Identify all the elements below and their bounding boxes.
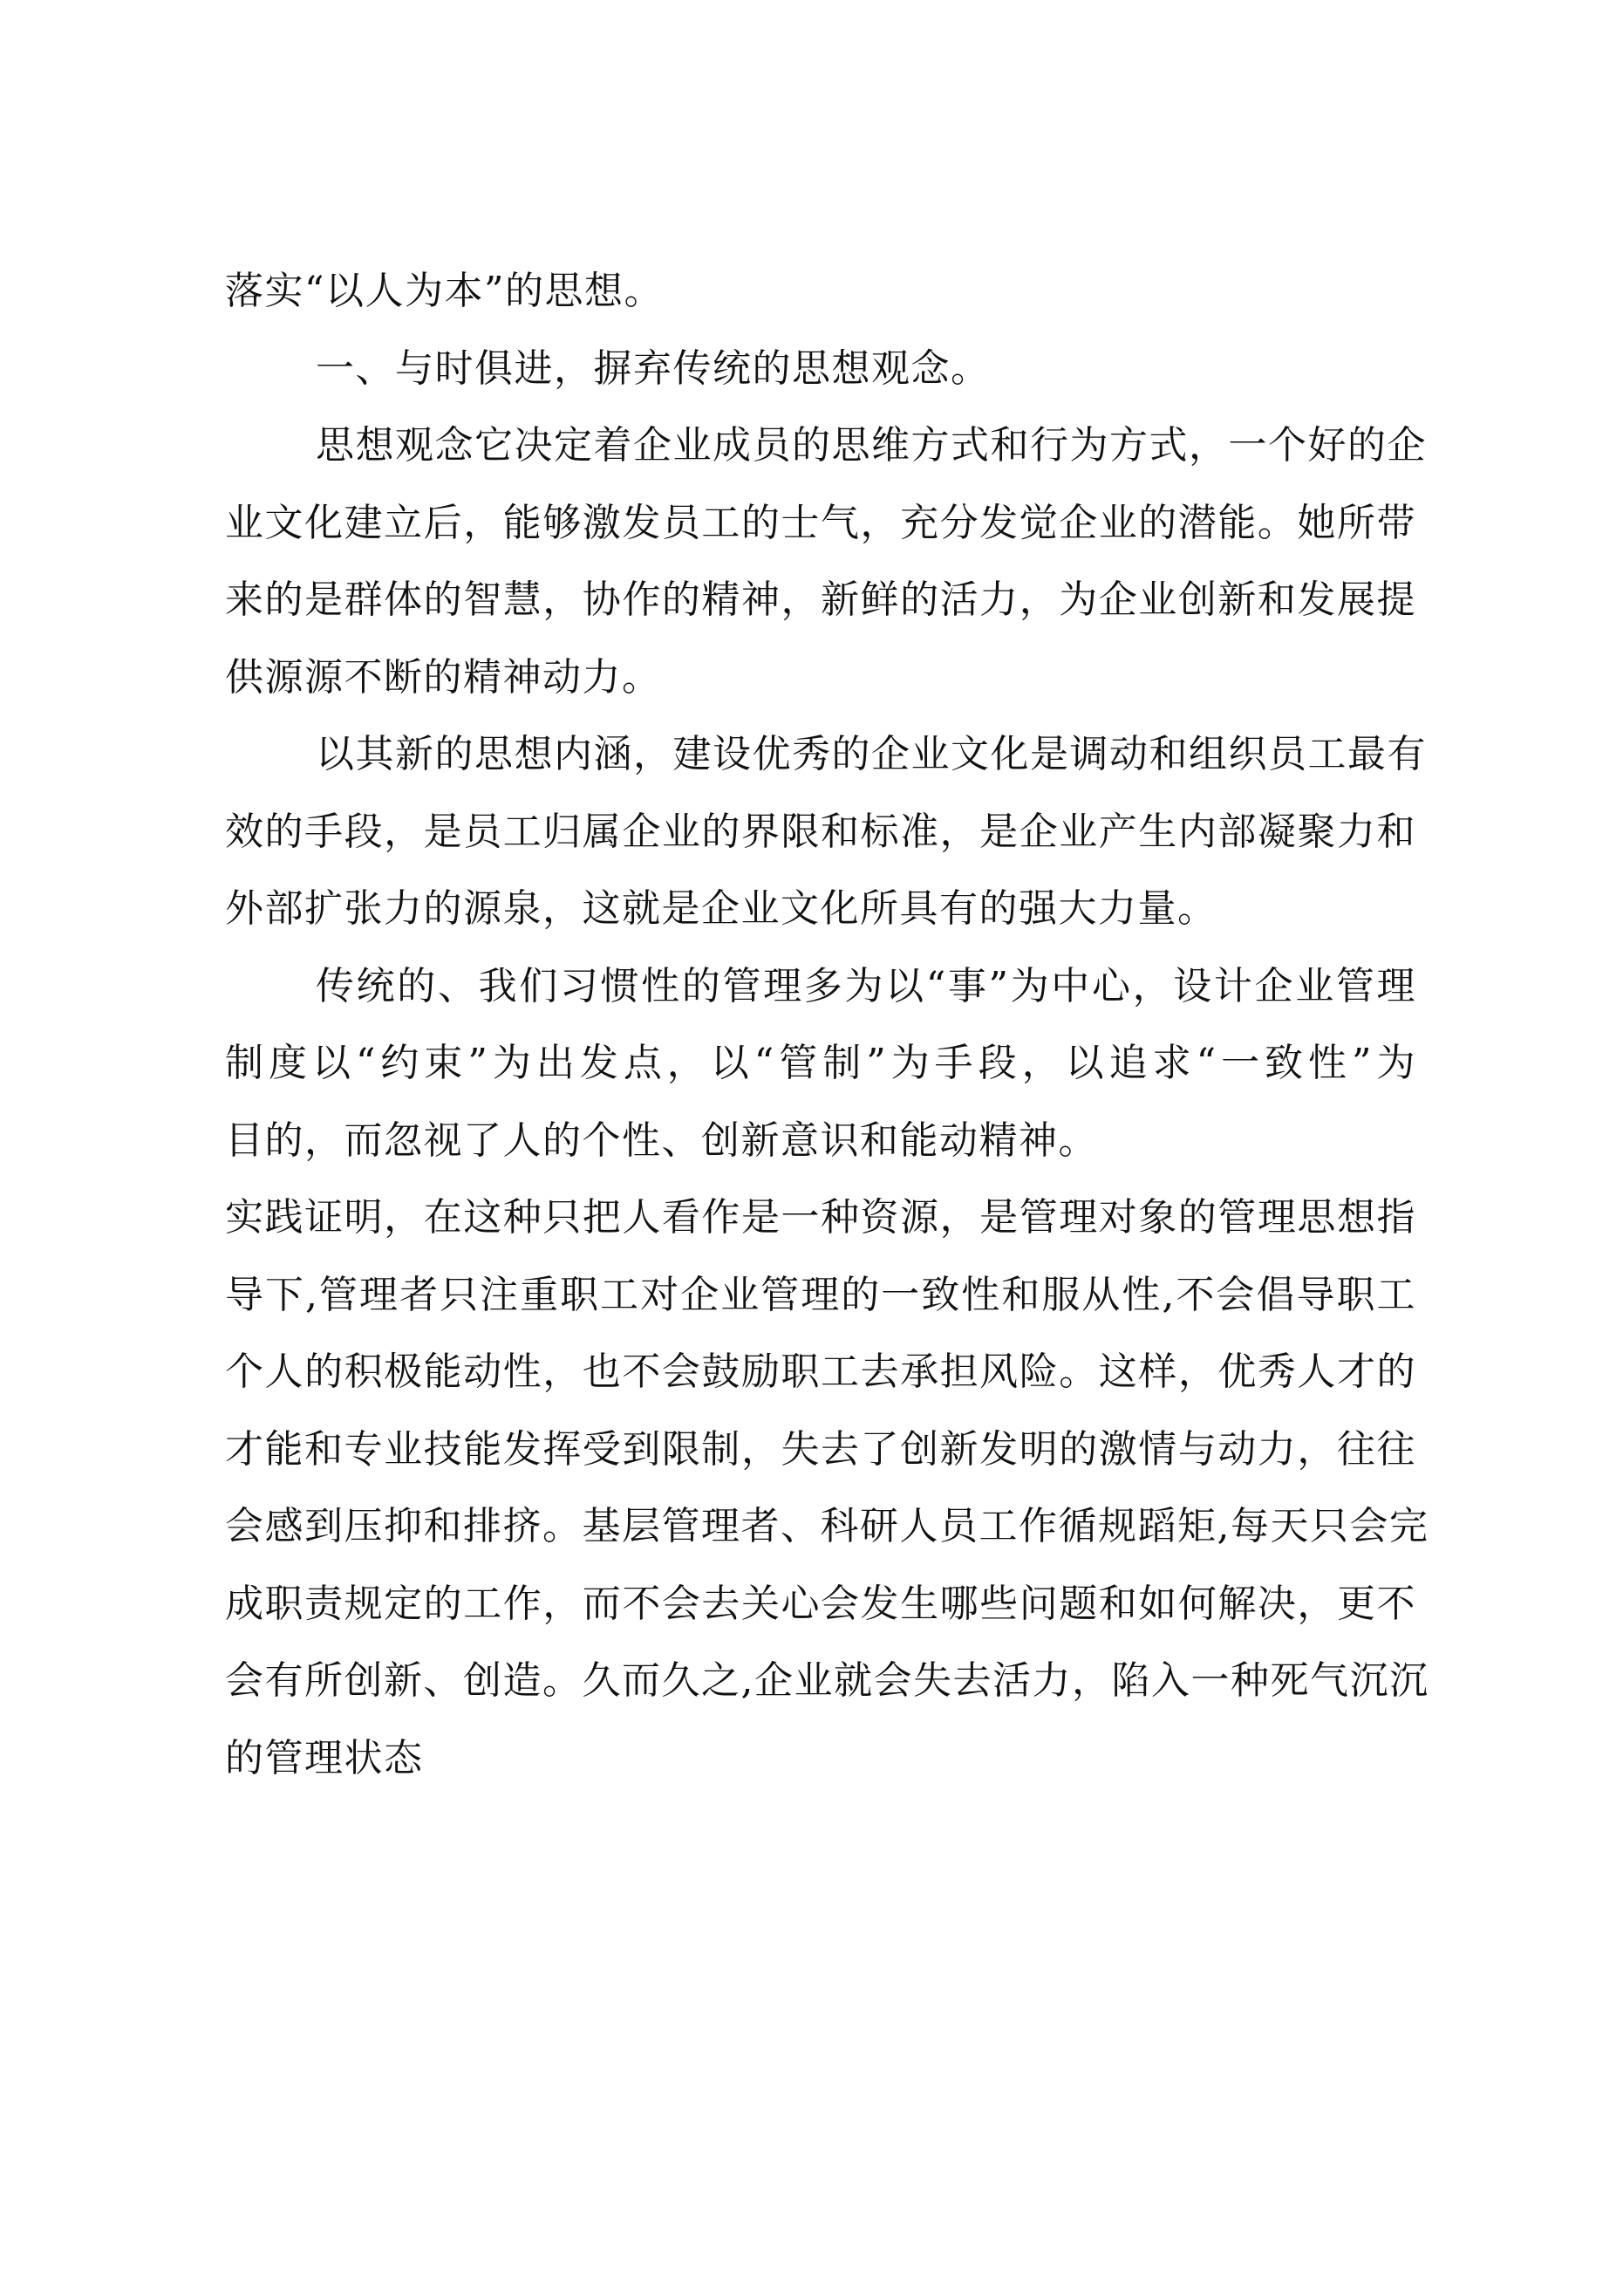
paragraph-line: 导下,管理者只注重职工对企业管理的一致性和服从性,不会倡导职工 xyxy=(225,1272,1416,1317)
paragraph-line: 一、与时俱进，摒弃传统的思想观念。 xyxy=(316,345,991,391)
paragraph-line: 成职责规定的工作，而不会去关心会发生哪些问题和如何解决，更不 xyxy=(225,1581,1416,1626)
paragraph-line: 思想观念它决定着企业成员的思维方式和行为方式，一个好的企 xyxy=(316,423,1427,468)
paragraph-line: 效的手段，是员工归属企业的界限和标准，是企业产生内部凝聚力和 xyxy=(225,809,1416,854)
paragraph-thought-concept xyxy=(225,407,1427,716)
paragraph-line: 会感到压抑和排挤。基层管理者、科研人员工作循规蹈矩,每天只会完 xyxy=(225,1504,1429,1548)
paragraph-line: 目的，而忽视了人的个性、创新意识和能动精神。 xyxy=(225,1117,1098,1163)
paragraph-line: 会有所创新、创造。久而久之,企业就会失去活力，陷入一种死气沉沉 xyxy=(225,1658,1429,1703)
paragraph-line: 实践证明，在这种只把人看作是一种资源，是管理对象的管理思想指 xyxy=(225,1195,1416,1240)
paragraph-line: 制度以“约束”为出发点，以“管制”为手段，以追求“一致性”为 xyxy=(225,1041,1416,1085)
paragraph-line: 来的是群体的智慧，协作的精神，新鲜的活力，为企业创新和发展提 xyxy=(225,577,1416,622)
section-heading xyxy=(225,331,1416,408)
paragraph-intro xyxy=(225,253,1416,331)
paragraph-line: 个人的积极能动性，也不会鼓励职工去承担风险。这样，优秀人才的 xyxy=(225,1350,1416,1394)
paragraph-corporate-culture xyxy=(225,716,1427,948)
paragraph-line: 供源源不断的精神动力。 xyxy=(225,654,662,700)
paragraph-practice-proves xyxy=(225,1179,1429,1797)
paragraph-line: 的管理状态 xyxy=(225,1735,424,1780)
paragraph-line: 落实“以人为本”的思想。 xyxy=(225,269,664,313)
paragraph-line: 外部扩张力的源泉，这就是企业文化所具有的强大力量。 xyxy=(225,886,1217,931)
paragraph-traditional-management xyxy=(225,948,1416,1180)
paragraph-line: 以其新的思想内涵，建设优秀的企业文化是调动和组织员工最有 xyxy=(316,732,1427,776)
paragraph-line: 业文化建立后，能够激发员工的士气，充分发觉企业的潜能。她所带 xyxy=(225,500,1416,545)
paragraph-line: 才能和专业技能发挥受到限制，失去了创新发明的激情与动力，往往 xyxy=(225,1426,1416,1472)
paragraph-line: 传统的、我们习惯性的管理多为以“事”为中心，设计企业管理 xyxy=(316,963,1416,1008)
document-body xyxy=(225,253,1429,1797)
